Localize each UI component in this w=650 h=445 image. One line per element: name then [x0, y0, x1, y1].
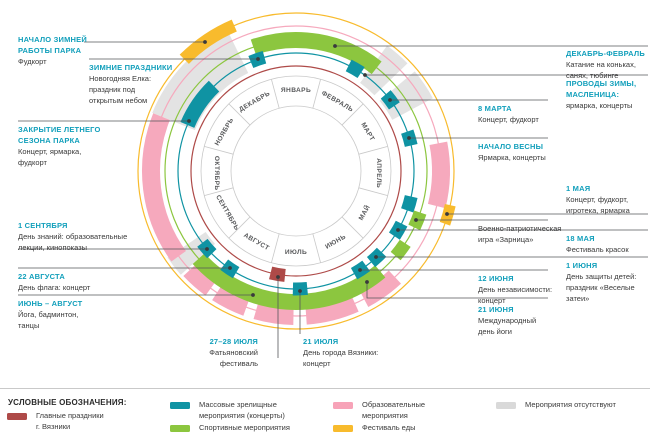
- month-label: СЕНТЯБРЬ: [214, 194, 241, 232]
- callout-summer-season-closing: [18, 124, 101, 168]
- month-label: ЯНВАРЬ: [280, 87, 312, 95]
- connector-dot-july-21: [298, 289, 302, 293]
- legend-swatch: [333, 402, 353, 409]
- callout-text: День флага: концерт: [18, 283, 91, 292]
- month-divider: [313, 234, 321, 263]
- legend-swatch: [333, 425, 353, 432]
- connector-dot-spring-start: [407, 136, 411, 140]
- month-label: МАЙ: [357, 204, 372, 222]
- callout-text: Концерт, ярмарка,: [18, 147, 82, 156]
- callout-june-12: [478, 273, 552, 306]
- callout-text: День защиты детей:: [566, 272, 637, 281]
- legend-swatch: [170, 402, 190, 409]
- connector-dot-may-1: [445, 212, 449, 216]
- month-label: АВГУСТ: [242, 231, 271, 253]
- callout-text: Международный: [478, 316, 537, 325]
- callout-winter-park-opening: [18, 34, 87, 67]
- callout-heading: СЕЗОНА ПАРКА: [18, 136, 80, 145]
- month-label: ФЕВРАЛЬ: [320, 89, 355, 114]
- callout-heading: 21 ИЮЛЯ: [303, 337, 339, 346]
- connector-dot-september-1: [205, 247, 209, 251]
- month-divider: [313, 79, 321, 108]
- month-label: ОКТЯБРЬ: [213, 155, 220, 191]
- connector-dot-zarnitsa: [414, 218, 418, 222]
- legend-item-3: [333, 400, 425, 421]
- callout-text: фестиваль: [219, 359, 258, 368]
- legend-label: Спортивные мероприятия: [199, 423, 290, 432]
- callout-text: Концерт, фудкорт: [478, 115, 539, 124]
- callout-heading: ИЮНЬ – АВГУСТ: [18, 299, 83, 308]
- callout-text: День независимости:: [478, 285, 553, 294]
- callout-text: концерт: [303, 359, 331, 368]
- callout-text: танцы: [18, 321, 40, 330]
- callout-text: Новогодняя Елка:: [89, 74, 152, 83]
- callout-heading: ДЕКАБРЬ-ФЕВРАЛЬ: [566, 49, 645, 58]
- month-label: ДЕКАБРЬ: [238, 90, 272, 114]
- legend-item-0: [7, 411, 104, 432]
- callout-text: Ярмарка, концерты: [478, 153, 546, 162]
- connector-dot-june-21: [365, 280, 369, 284]
- callout-heading: РАБОТЫ ПАРКА: [18, 46, 82, 55]
- callout-july-21: [303, 336, 378, 369]
- connector-dot-july-27-28: [276, 275, 280, 279]
- callout-text: лекции, кинопоказы: [18, 243, 88, 252]
- legend-swatch: [170, 425, 190, 432]
- callout-text: фудкорт: [18, 158, 47, 167]
- legend-label: Образовательные мероприятия: [362, 400, 426, 420]
- legend-item-4: [333, 423, 415, 434]
- callout-text: ярмарка, концерты: [566, 101, 633, 110]
- callout-heading: 1 СЕНТЯБРЯ: [18, 221, 68, 230]
- callout-zarnitsa: [478, 223, 561, 245]
- connector-dot-june-august: [251, 293, 255, 297]
- segment-mass-events: [349, 65, 361, 72]
- legend-label: Фестиваль еды: [362, 423, 416, 432]
- callout-june-august: [18, 298, 82, 331]
- callout-text: затеи»: [566, 294, 590, 303]
- segment-main-holidays: [271, 273, 285, 276]
- callout-text: Йога, бадминтон,: [18, 310, 79, 319]
- callout-heading: 8 МАРТА: [478, 104, 512, 113]
- month-label: АПРЕЛЬ: [375, 158, 382, 189]
- callout-december-february: [566, 48, 645, 81]
- month-label: МАРТ: [359, 121, 376, 143]
- connector-dot-summer-season-closing: [187, 119, 191, 123]
- legend-label: Мероприятия отсутствуют: [525, 400, 616, 409]
- segment-education: [151, 117, 179, 257]
- callout-heading: НАЧАЛО ВЕСНЫ: [478, 142, 544, 151]
- callout-heading: 27–28 ИЮЛЯ: [209, 337, 258, 346]
- callout-text: Концерт, фудкорт,: [566, 195, 629, 204]
- callout-text: Фудкорт: [18, 57, 47, 66]
- connector-dot-winter-holidays: [256, 57, 260, 61]
- callout-heading: 1 ИЮНЯ: [566, 261, 598, 270]
- connector-dot-winter-park-opening: [203, 40, 207, 44]
- callout-heading: ЗИМНИЕ ПРАЗДНИКИ: [89, 63, 173, 72]
- callout-heading: НАЧАЛО ЗИМНЕЙ: [18, 35, 87, 44]
- callout-heading: 1 МАЯ: [566, 184, 591, 193]
- month-ring-inner: [231, 106, 361, 236]
- gray-band-no-events: [187, 245, 198, 260]
- legend-label: Массовые зрелищные мероприятия (концерты): [199, 400, 285, 420]
- connector-dot-december-february: [333, 44, 337, 48]
- callout-march-8: [478, 103, 539, 125]
- segment-mass-events: [407, 197, 411, 211]
- callout-text: игра «Зарница»: [478, 235, 534, 244]
- callout-text: праздник под: [89, 85, 136, 94]
- callout-heading: 18 МАЯ: [566, 234, 595, 243]
- callout-heading: ЗАКРЫТИЕ ЛЕТНЕГО: [18, 125, 101, 134]
- month-divider: [204, 146, 233, 154]
- callout-spring-start: [478, 141, 546, 163]
- callout-winter-holidays: [89, 62, 172, 106]
- callout-text: День знаний: образовательные: [18, 232, 128, 241]
- segment-education: [256, 310, 293, 316]
- month-divider: [359, 146, 388, 154]
- month-divider: [271, 79, 279, 108]
- connector-dot-march-8: [388, 98, 392, 102]
- segment-mass-events: [293, 288, 307, 289]
- connector-dot-maslenitsa: [363, 73, 367, 77]
- callout-august-22: [18, 271, 90, 293]
- callout-september-1: [18, 220, 127, 253]
- callout-text: праздник «Веселые: [566, 283, 635, 292]
- month-label: ИЮНЬ: [324, 233, 348, 251]
- callout-heading: 12 ИЮНЯ: [478, 274, 514, 283]
- callout-text: день йоги: [478, 327, 512, 336]
- callout-text: Фестиваль красок: [566, 245, 629, 254]
- legend-divider: [0, 388, 650, 389]
- callout-text: Фатьяновский: [209, 348, 258, 357]
- callout-heading: ПРОВОДЫ ЗИМЫ,: [566, 79, 637, 88]
- legend-item-5: [496, 400, 616, 411]
- callout-may-1: [566, 183, 630, 216]
- legend-title: УСЛОВНЫЕ ОБОЗНАЧЕНИЯ:: [8, 398, 127, 407]
- month-label: НОЯБРЬ: [213, 116, 236, 148]
- month-divider: [271, 234, 279, 263]
- callout-text: игротека, ярмарка: [566, 206, 630, 215]
- legend-item-1: [170, 400, 285, 421]
- callout-july-27-28: [209, 336, 258, 369]
- month-label: ИЮЛЬ: [284, 249, 308, 257]
- month-divider: [359, 188, 388, 196]
- connector-dot-june-12: [358, 268, 362, 272]
- legend-swatch: [496, 402, 516, 409]
- legend-label: Главные праздники г. Вязники: [36, 411, 104, 431]
- callout-june-21: [478, 304, 536, 337]
- callout-june-1: [566, 260, 636, 304]
- callout-heading: МАСЛЕНИЦА:: [566, 90, 620, 99]
- legend-item-2: [170, 423, 290, 434]
- connector-dot-august-22: [228, 266, 232, 270]
- callout-text: Военно-патриотическая: [478, 224, 562, 233]
- segment-sport: [396, 243, 406, 256]
- callout-may-18: [566, 233, 629, 255]
- callout-heading: 22 АВГУСТА: [18, 272, 65, 281]
- connector-dot-june-1: [374, 255, 378, 259]
- callout-text: Катание на коньках,: [566, 60, 636, 69]
- segment-education: [437, 143, 441, 206]
- legend-swatch: [7, 413, 27, 420]
- callout-text: концерт: [478, 296, 506, 305]
- connector-dot-may-18: [396, 228, 400, 232]
- callout-heading: 21 ИЮНЯ: [478, 305, 514, 314]
- callout-maslenitsa: [566, 78, 636, 111]
- callout-text: День города Вязники:: [303, 348, 379, 357]
- callout-text: открытым небом: [89, 96, 148, 105]
- callout-text: санях, тюбинге: [566, 71, 619, 80]
